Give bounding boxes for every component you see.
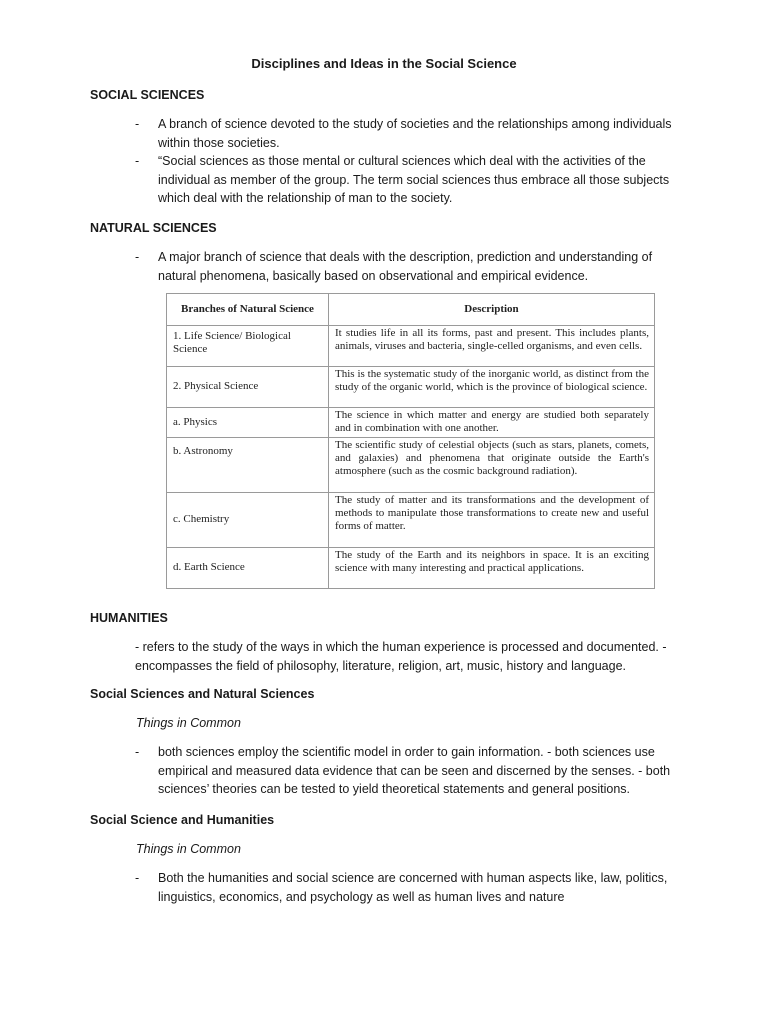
table-cell-branch: a. Physics bbox=[167, 408, 329, 438]
table-row bbox=[167, 408, 655, 438]
bullet-text: both sciences employ the scientific model in order to gain information. - both sciences use empirical and measured data evidence that can be seen and discerned by the senses. - both sciences’ theories can be tested to yield theoretical statements and general positions. bbox=[158, 745, 671, 796]
table-cell-description: It studies life in all its forms, past and present. This includes plants, animals, viruses and bacteria, single-celled organisms, and even cells. bbox=[329, 326, 655, 367]
table-cell-description: The study of matter and its transformations and the development of methods to manipulate those transformations to create new and useful forms of matter. bbox=[329, 492, 655, 547]
table-row bbox=[167, 367, 655, 408]
table-row bbox=[167, 492, 655, 547]
table-header-branch: Branches of Natural Science bbox=[167, 294, 329, 326]
table-cell-branch bbox=[167, 437, 329, 492]
subheading-things-in-common: Things in Common bbox=[136, 842, 241, 856]
document-title: Disciplines and Ideas in the Social Science bbox=[251, 56, 517, 71]
bullet-dash: - bbox=[135, 154, 140, 168]
table-cell-description: The science in which matter and energy are studied both separately and in combination with one another. bbox=[329, 408, 655, 438]
branches-table bbox=[166, 293, 655, 589]
table-cell-branch bbox=[167, 326, 329, 367]
heading-social-sciences: SOCIAL SCIENCES bbox=[90, 88, 205, 102]
branch-label: 1. Life Science/ Biological Science bbox=[173, 330, 291, 356]
table-cell-description: The study of the Earth and its neighbors in space. It is an exciting science with many interesting and practical applications. bbox=[329, 547, 655, 588]
heading-humanities: HUMANITIES bbox=[90, 611, 168, 625]
table-cell-branch: 2. Physical Science bbox=[167, 367, 329, 408]
bullet-text: “Social sciences as those mental or cultural sciences which deal with the activities of the individual as member of the group. The term social sciences thus embrace all those subjects which deal with the relationship of man to the society. bbox=[158, 154, 670, 205]
bullet-dash: - bbox=[135, 871, 140, 885]
table-cell-description: This is the systematic study of the inorganic world, as distinct from the study of the organic world, which is the province of biological science. bbox=[329, 367, 655, 408]
table-header-description: Description bbox=[329, 294, 655, 326]
table-cell-branch: c. Chemistry bbox=[167, 492, 329, 547]
bullet-text: Both the humanities and social science are concerned with human aspects like, law, politics, linguistics, economics, and psychology as well as human lives and nature bbox=[158, 871, 668, 904]
bullet-text: A major branch of science that deals with the description, prediction and understanding of natural phenomena, basically based on observational and empirical evidence. bbox=[158, 250, 653, 283]
branch-label: b. Astronomy bbox=[173, 444, 233, 457]
table-cell-branch: d. Earth Science bbox=[167, 547, 329, 588]
table-row bbox=[167, 547, 655, 588]
humanities-text: - refers to the study of the ways in which the human experience is processed and documented. - encompasses the field of philosophy, literature, religion, art, music, history and language. bbox=[135, 640, 667, 673]
bullet-dash: - bbox=[135, 745, 140, 759]
table-cell-description: The scientific study of celestial objects (such as stars, planets, comets, and galaxies) and phenomena that originate outside the Earth's atmosphere (such as the cosmic background radiation). bbox=[329, 437, 655, 492]
bullet-dash: - bbox=[135, 117, 140, 131]
heading-ss-and-ns: Social Sciences and Natural Sciences bbox=[90, 687, 315, 701]
table-header-row bbox=[167, 294, 655, 326]
table-row bbox=[167, 326, 655, 367]
table-row bbox=[167, 437, 655, 492]
bullet-text: A branch of science devoted to the study of societies and the relationships among individuals within those societies. bbox=[158, 117, 672, 150]
bullet-dash: - bbox=[135, 250, 140, 264]
heading-ss-and-humanities: Social Science and Humanities bbox=[90, 813, 275, 827]
heading-natural-sciences: NATURAL SCIENCES bbox=[90, 221, 217, 235]
subheading-things-in-common: Things in Common bbox=[136, 716, 241, 730]
